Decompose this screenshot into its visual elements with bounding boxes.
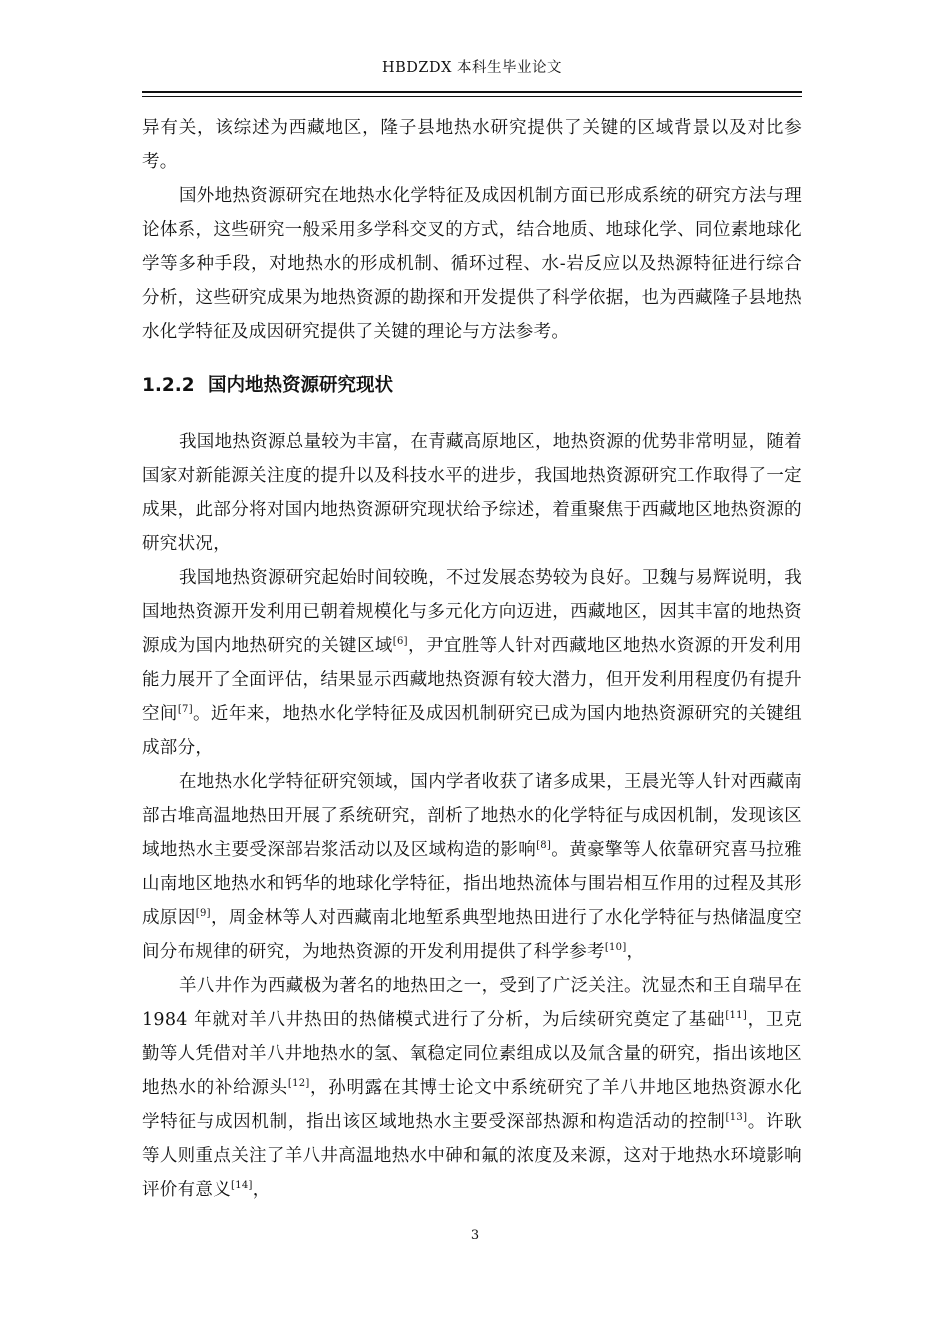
- text-segment: 羊八井作为西藏极为著名的地热田之一，受到了广泛关注。沈显杰和王自瑞早在 1984 年就对羊八井热田的热储模式进行了分析，为后续研究奠定了基础: [142, 976, 802, 1030]
- section-heading: [142, 369, 802, 403]
- text-segment: ，尹宜胜等人针对西藏地区地热水资源的开发利用能力展开了全面评估，结果显示西藏地热资源有较大潜力，但开发利用程度仍有提升空间: [142, 636, 802, 724]
- page-body: [142, 111, 802, 1207]
- section-title: 国内地热资源研究现状: [208, 375, 394, 396]
- citation: [6]: [392, 636, 408, 647]
- citation: [13]: [725, 1112, 748, 1123]
- citation: [10]: [604, 942, 627, 953]
- citation: [12]: [287, 1078, 310, 1089]
- text-segment: ，: [252, 1180, 271, 1200]
- text-segment: 。黄豪擎等人依靠研究喜马拉雅山南地区地热水和钙华的地球化学特征，指出地热流体与围岩相互作用的过程及其形成原因: [142, 840, 802, 928]
- citation: [14]: [231, 1180, 253, 1191]
- section-number: 1.2.2: [142, 375, 195, 396]
- text-segment: 。近年来，地热水化学特征及成因机制研究已成为国内地热资源研究的关键组成部分，: [142, 704, 802, 758]
- page-number: 3: [470, 1228, 480, 1243]
- citation: [8]: [536, 840, 552, 851]
- citation: [11]: [725, 1010, 748, 1021]
- paragraph-continuation: 异有关，该综述为西藏地区，隆子县地热水研究提供了关键的区域背景以及对比参考。: [142, 118, 802, 172]
- paragraph-hydrochemistry: [142, 765, 802, 969]
- text-segment: ，卫克勤等人凭借对羊八井地热水的氢、氧稳定同位素组成以及氚含量的研究，指出该地区地热水的补给源头: [142, 1010, 802, 1098]
- text-segment: 我国地热资源研究起始时间较晚，不过发展态势较为良好。卫魏与易辉说明，我国地热资源开发利用已朝着规模化与多元化方向迈进，西藏地区，因其丰富的地热资源成为国内地热研究的关键区域: [142, 568, 802, 656]
- header-rule: [142, 91, 802, 97]
- running-header: HBDZDX 本科生毕业论文: [381, 60, 563, 76]
- text-segment: ，孙明露在其博士论文中系统研究了羊八井地区地热资源水化学特征与成因机制，指出该区域地热水主要受深部热源和构造活动的控制: [142, 1078, 802, 1132]
- citation: [9]: [195, 908, 211, 919]
- paragraph-overview: 我国地热资源总量较为丰富，在青藏高原地区，地热资源的优势非常明显，随着国家对新能源关注度的提升以及科技水平的进步，我国地热资源研究工作取得了一定成果，此部分将对国内地热资源研究现状给予综述，着重聚焦于西藏地区地热资源的研究状况，: [142, 432, 802, 554]
- citation: [7]: [177, 704, 193, 715]
- text-segment: ，: [626, 942, 645, 962]
- paragraph-early-research: [142, 561, 802, 765]
- text-segment: ，周金林等人对西藏南北地堑系典型地热田进行了水化学特征与热储温度空间分布规律的研究，为地热资源的开发利用提供了科学参考: [142, 908, 802, 962]
- text-segment: 在地热水化学特征研究领域，国内学者收获了诸多成果，王晨光等人针对西藏南部古堆高温地热田开展了系统研究，剖析了地热水的化学特征与成因机制，发现该区域地热水主要受深部岩浆活动以及区域构造的影响: [142, 772, 802, 860]
- paragraph-yangbajing: [142, 969, 802, 1207]
- text-segment: 。许耿等人则重点关注了羊八井高温地热水中砷和氟的浓度及来源，这对于地热水环境影响评价有意义: [142, 1112, 802, 1200]
- paragraph-foreign-research: 国外地热资源研究在地热水化学特征及成因机制方面已形成系统的研究方法与理论体系，这些研究一般采用多学科交叉的方式，结合地质、地球化学、同位素地球化学等多种手段，对地热水的形成机制、循环过程、水-岩反应以及热源特征进行综合分析，这些研究成果为地热资源的勘探和开发提供了科学依据，也为西藏隆子县地热水化学特征及成因研究提供了关键的理论与方法参考。: [142, 186, 802, 342]
